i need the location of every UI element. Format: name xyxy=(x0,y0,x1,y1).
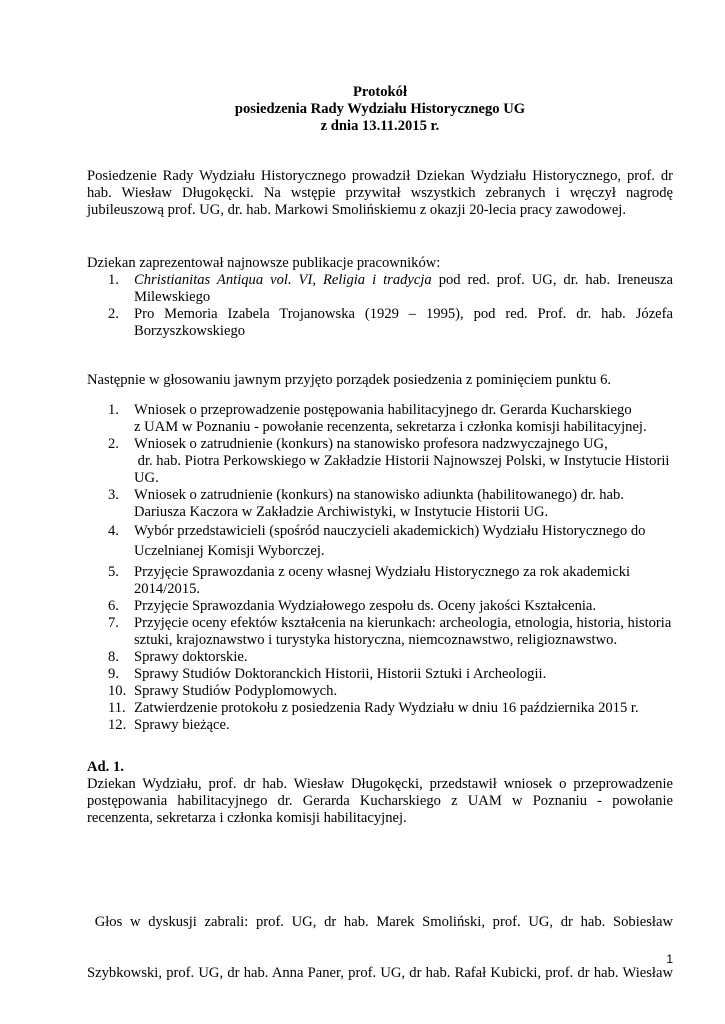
agenda-item xyxy=(87,717,673,734)
agenda-intro: Następnie w głosowaniu jawnym przyjęto porządek posiedzenia z pominięciem punktu 6. xyxy=(87,372,612,388)
agenda-item xyxy=(87,436,673,487)
publication-line: Borzyszkowskiego xyxy=(134,323,246,339)
intro-paragraph xyxy=(87,168,673,219)
agenda-line: Przyjęcie Sprawozdania z oceny własnej Wydziału Historycznego za rok akademicki xyxy=(134,564,631,580)
publications-list xyxy=(87,272,673,340)
publication-line: Pro Memoria Izabela Trojanowska (1929 – 1995), pod red. Prof. dr. hab. Józefa xyxy=(134,306,673,322)
agenda-line: sztuki, krajoznawstwo i turystyka historyczna, niemcoznawstwo, religioznawstwo. xyxy=(134,632,618,648)
intro-line-1: Posiedzenie Rady Wydziału Historycznego prowadził Dziekan Wydziału Historycznego, prof. dr xyxy=(87,168,673,184)
page-number: 1 xyxy=(666,952,673,966)
agenda-line: Przyjęcie oceny efektów kształcenia na kierunkach: archeologia, etnologia, historia, historia xyxy=(134,615,672,631)
publication-item xyxy=(87,272,673,306)
agenda-line: Sprawy Studiów Podyplomowych. xyxy=(134,683,338,699)
title-line-3: z dnia 13.11.2015 r. xyxy=(320,118,440,134)
agenda-line: Wybór przedstawicieli (spośród nauczycieli akademickich) Wydziału Historycznego do xyxy=(134,523,646,539)
agenda-line: Wniosek o przeprowadzenie postępowania habilitacyjnego dr. Gerarda Kucharskiego xyxy=(134,402,632,418)
ad1-paragraph xyxy=(87,776,673,827)
agenda-line: dr. hab. Piotra Perkowskiego w Zakładzie Historii Najnowszej Polski, w Instytucie Historii xyxy=(134,453,670,469)
agenda-item xyxy=(87,564,673,598)
agenda-line: Sprawy Studiów Doktoranckich Historii, Historii Sztuki i Archeologii. xyxy=(134,666,547,682)
agenda-line: 2014/2015. xyxy=(134,581,201,597)
ad1-line-3: recenzenta, sekretarza i członka komisji habilitacyjnej. xyxy=(87,810,407,826)
intro-line-3: jubileuszową prof. UG, dr. hab. Markowi Smolińskiemu z okazji 20-lecia pracy zawodowej. xyxy=(87,202,627,218)
discussion-line-1: Głos w dyskusji zabrali: prof. UG, dr hab. Marek Smoliński, prof. UG, dr hab. Sobiesław xyxy=(87,914,673,930)
agenda-item xyxy=(87,402,673,436)
agenda-line: Wniosek o zatrudnienie (konkurs) na stanowisko profesora nadzwyczajnego UG, xyxy=(134,436,608,452)
list-number: 12. xyxy=(108,717,127,733)
agenda-list xyxy=(87,402,673,734)
agenda-line: UG. xyxy=(134,470,159,486)
list-number: 8. xyxy=(108,649,119,665)
discussion-line-2: Szybkowski, prof. UG, dr hab. Anna Paner, prof. UG, dr hab. Rafał Kubicki, prof. dr hab. Wiesław xyxy=(87,965,673,981)
ad1-line-1: Dziekan Wydziału, prof. dr hab. Wiesław Długokęcki, przedstawił wniosek o przeprowadzenie xyxy=(87,776,673,792)
list-number: 2. xyxy=(108,436,119,452)
publication-line: Milewskiego xyxy=(134,289,211,305)
list-number: 10. xyxy=(108,683,127,699)
discussion-paragraph xyxy=(87,880,673,1016)
list-number: 5. xyxy=(108,564,119,580)
list-number: 7. xyxy=(108,615,119,631)
list-number: 4. xyxy=(108,523,119,539)
section-heading-ad1: Ad. 1. xyxy=(87,759,124,775)
list-number: 11. xyxy=(108,700,126,716)
agenda-line: Dariusza Kaczora w Zakładzie Archiwistyki, w Instytucie Historii UG. xyxy=(134,504,549,520)
publication-item xyxy=(87,306,673,340)
agenda-item xyxy=(87,521,673,561)
agenda-item xyxy=(87,615,673,649)
agenda-line: Uczelnianej Komisji Wyborczej. xyxy=(134,543,325,559)
agenda-line: Wniosek o zatrudnienie (konkurs) na stanowisko adiunkta (habilitowanego) dr. hab. xyxy=(134,487,624,503)
agenda-item xyxy=(87,700,673,717)
list-number: 1. xyxy=(108,272,119,288)
title-line-2: posiedzenia Rady Wydziału Historycznego UG xyxy=(234,101,526,117)
agenda-item xyxy=(87,487,673,521)
list-number: 1. xyxy=(108,402,119,418)
agenda-line: Sprawy doktorskie. xyxy=(134,649,248,665)
agenda-item xyxy=(87,666,673,683)
agenda-item xyxy=(87,598,673,615)
list-number: 9. xyxy=(108,666,119,682)
agenda-item xyxy=(87,683,673,700)
publications-intro: Dziekan zaprezentował najnowsze publikacje pracowników: xyxy=(87,255,441,271)
agenda-line: Zatwierdzenie protokołu z posiedzenia Rady Wydziału w dniu 16 października 2015 r. xyxy=(134,700,639,716)
title-line-1: Protokół xyxy=(352,84,408,100)
list-number: 2. xyxy=(108,306,119,322)
document-title xyxy=(87,84,673,135)
agenda-line: Sprawy bieżące. xyxy=(134,717,230,733)
list-number: 3. xyxy=(108,487,119,503)
agenda-line: z UAM w Poznaniu - powołanie recenzenta, sekretarza i członka komisji habilitacyjnej. xyxy=(134,419,647,435)
intro-line-2: hab. Wiesław Długokęcki. Na wstępie przywitał wszystkich zebranych i wręczył nagrodę xyxy=(87,185,673,201)
agenda-line: Przyjęcie Sprawozdania Wydziałowego zespołu ds. Oceny jakości Kształcenia. xyxy=(134,598,597,614)
agenda-item xyxy=(87,649,673,666)
publication-title: Christianitas Antiqua vol. VI, Religia i tradycja xyxy=(134,272,432,288)
publication-line: Christianitas Antiqua vol. VI, Religia i tradycja pod red. prof. UG, dr. hab. Ireneusza xyxy=(134,272,673,288)
ad1-line-2: postępowania habilitacyjnego dr. Gerarda Kucharskiego z UAM w Poznaniu - powołanie xyxy=(87,793,673,809)
list-number: 6. xyxy=(108,598,119,614)
